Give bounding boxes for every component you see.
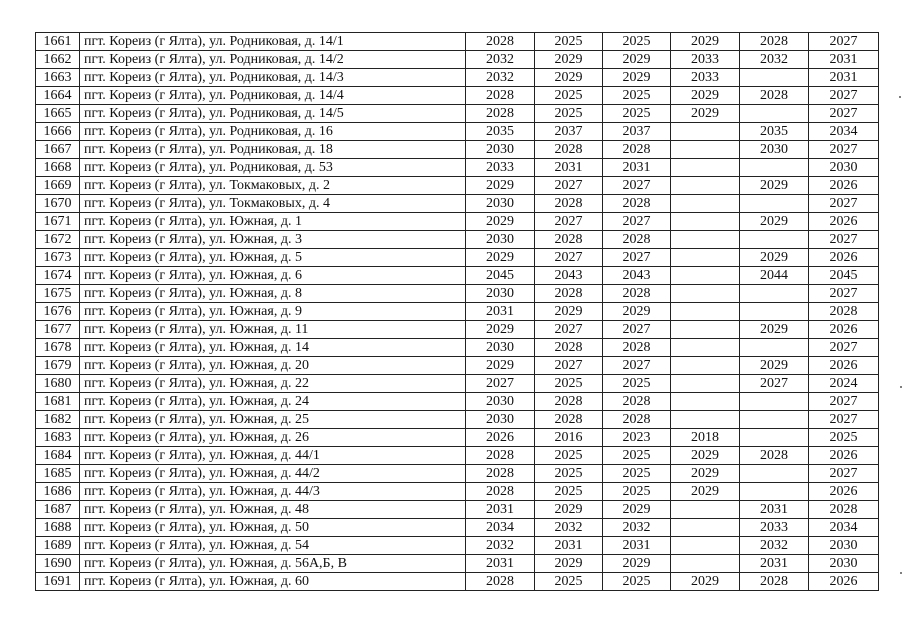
year-cell-4 <box>671 159 740 177</box>
year-cell-2: 2029 <box>535 501 603 519</box>
year-cell-1: 2032 <box>466 537 535 555</box>
year-cell-3: 2031 <box>603 537 671 555</box>
year-cell-5: 2029 <box>740 177 809 195</box>
year-cell-2: 2025 <box>535 33 603 51</box>
year-cell-1: 2045 <box>466 267 535 285</box>
row-number: 1678 <box>36 339 80 357</box>
table-row <box>36 213 879 231</box>
address-cell: пгт. Кореиз (г Ялта), ул. Родниковая, д. 53 <box>80 159 466 177</box>
row-number: 1664 <box>36 87 80 105</box>
year-cell-2: 2025 <box>535 447 603 465</box>
year-cell-4 <box>671 267 740 285</box>
year-cell-1: 2031 <box>466 555 535 573</box>
year-cell-6: 2026 <box>809 177 879 195</box>
scan-speck <box>900 386 902 388</box>
year-cell-6: 2026 <box>809 249 879 267</box>
address-cell: пгт. Кореиз (г Ялта), ул. Южная, д. 48 <box>80 501 466 519</box>
year-cell-1: 2030 <box>466 339 535 357</box>
year-cell-2: 2029 <box>535 51 603 69</box>
table-row <box>36 501 879 519</box>
year-cell-1: 2030 <box>466 285 535 303</box>
year-cell-4 <box>671 177 740 195</box>
table-row <box>36 231 879 249</box>
year-cell-5 <box>740 231 809 249</box>
year-cell-6: 2026 <box>809 483 879 501</box>
address-cell: пгт. Кореиз (г Ялта), ул. Родниковая, д. 14/1 <box>80 33 466 51</box>
row-number: 1662 <box>36 51 80 69</box>
table-row <box>36 51 879 69</box>
year-cell-4: 2018 <box>671 429 740 447</box>
year-cell-4 <box>671 123 740 141</box>
address-cell: пгт. Кореиз (г Ялта), ул. Южная, д. 22 <box>80 375 466 393</box>
year-cell-3: 2028 <box>603 141 671 159</box>
address-cell: пгт. Кореиз (г Ялта), ул. Родниковая, д. 14/3 <box>80 69 466 87</box>
table-row <box>36 537 879 555</box>
address-cell: пгт. Кореиз (г Ялта), ул. Южная, д. 6 <box>80 267 466 285</box>
table-row <box>36 429 879 447</box>
row-number: 1682 <box>36 411 80 429</box>
year-cell-5: 2030 <box>740 141 809 159</box>
year-cell-4 <box>671 195 740 213</box>
row-number: 1675 <box>36 285 80 303</box>
year-cell-6: 2034 <box>809 519 879 537</box>
year-cell-6: 2026 <box>809 321 879 339</box>
year-cell-5: 2029 <box>740 357 809 375</box>
year-cell-3: 2028 <box>603 339 671 357</box>
scan-speck <box>899 96 901 98</box>
table-row <box>36 285 879 303</box>
year-cell-1: 2028 <box>466 573 535 591</box>
row-number: 1691 <box>36 573 80 591</box>
year-cell-1: 2029 <box>466 321 535 339</box>
table-row <box>36 177 879 195</box>
year-cell-4: 2029 <box>671 33 740 51</box>
table-row <box>36 411 879 429</box>
year-cell-1: 2032 <box>466 51 535 69</box>
year-cell-5 <box>740 393 809 411</box>
year-cell-3: 2028 <box>603 195 671 213</box>
year-cell-5: 2028 <box>740 447 809 465</box>
year-cell-5 <box>740 69 809 87</box>
year-cell-1: 2035 <box>466 123 535 141</box>
row-number: 1677 <box>36 321 80 339</box>
row-number: 1661 <box>36 33 80 51</box>
year-cell-6: 2027 <box>809 87 879 105</box>
address-cell: пгт. Кореиз (г Ялта), ул. Южная, д. 11 <box>80 321 466 339</box>
row-number: 1674 <box>36 267 80 285</box>
address-cell: пгт. Кореиз (г Ялта), ул. Южная, д. 54 <box>80 537 466 555</box>
row-number: 1666 <box>36 123 80 141</box>
year-cell-6: 2030 <box>809 537 879 555</box>
year-cell-5 <box>740 429 809 447</box>
year-cell-5: 2035 <box>740 123 809 141</box>
year-cell-2: 2027 <box>535 249 603 267</box>
year-cell-1: 2028 <box>466 33 535 51</box>
year-cell-3: 2029 <box>603 69 671 87</box>
year-cell-1: 2026 <box>466 429 535 447</box>
year-cell-1: 2033 <box>466 159 535 177</box>
year-cell-1: 2029 <box>466 213 535 231</box>
row-number: 1680 <box>36 375 80 393</box>
year-cell-5: 2027 <box>740 375 809 393</box>
scan-speck <box>900 572 902 574</box>
year-cell-3: 2027 <box>603 357 671 375</box>
year-cell-5: 2028 <box>740 87 809 105</box>
year-cell-3: 2027 <box>603 321 671 339</box>
year-cell-3: 2025 <box>603 465 671 483</box>
row-number: 1688 <box>36 519 80 537</box>
row-number: 1681 <box>36 393 80 411</box>
year-cell-2: 2029 <box>535 555 603 573</box>
row-number: 1689 <box>36 537 80 555</box>
address-cell: пгт. Кореиз (г Ялта), ул. Токмаковых, д. 2 <box>80 177 466 195</box>
year-cell-6: 2027 <box>809 33 879 51</box>
table-row <box>36 303 879 321</box>
year-cell-6: 2030 <box>809 555 879 573</box>
table-row <box>36 69 879 87</box>
address-cell: пгт. Кореиз (г Ялта), ул. Южная, д. 44/2 <box>80 465 466 483</box>
year-cell-6: 2045 <box>809 267 879 285</box>
year-cell-5 <box>740 105 809 123</box>
year-cell-4 <box>671 231 740 249</box>
year-cell-4: 2029 <box>671 447 740 465</box>
year-cell-6: 2026 <box>809 357 879 375</box>
year-cell-4 <box>671 501 740 519</box>
year-cell-1: 2030 <box>466 141 535 159</box>
year-cell-2: 2025 <box>535 573 603 591</box>
row-number: 1685 <box>36 465 80 483</box>
year-cell-6: 2031 <box>809 51 879 69</box>
address-cell: пгт. Кореиз (г Ялта), ул. Южная, д. 56А,Б, В <box>80 555 466 573</box>
table-row <box>36 375 879 393</box>
table-row <box>36 267 879 285</box>
year-cell-4 <box>671 357 740 375</box>
year-cell-2: 2025 <box>535 375 603 393</box>
year-cell-6: 2026 <box>809 213 879 231</box>
year-cell-2: 2028 <box>535 339 603 357</box>
year-cell-4 <box>671 303 740 321</box>
year-cell-2: 2027 <box>535 321 603 339</box>
year-cell-4 <box>671 519 740 537</box>
year-cell-5: 2029 <box>740 321 809 339</box>
year-cell-3: 2043 <box>603 267 671 285</box>
row-number: 1673 <box>36 249 80 267</box>
table-row <box>36 519 879 537</box>
year-cell-5 <box>740 339 809 357</box>
year-cell-3: 2028 <box>603 411 671 429</box>
year-cell-4: 2029 <box>671 105 740 123</box>
year-cell-3: 2037 <box>603 123 671 141</box>
year-cell-5 <box>740 195 809 213</box>
address-cell: пгт. Кореиз (г Ялта), ул. Родниковая, д. 18 <box>80 141 466 159</box>
year-cell-1: 2030 <box>466 393 535 411</box>
year-cell-6: 2028 <box>809 303 879 321</box>
year-cell-6: 2030 <box>809 159 879 177</box>
address-cell: пгт. Кореиз (г Ялта), ул. Южная, д. 1 <box>80 213 466 231</box>
address-cell: пгт. Кореиз (г Ялта), ул. Южная, д. 60 <box>80 573 466 591</box>
year-cell-2: 2025 <box>535 105 603 123</box>
table-row <box>36 33 879 51</box>
year-cell-3: 2029 <box>603 51 671 69</box>
year-cell-1: 2028 <box>466 465 535 483</box>
year-cell-4: 2029 <box>671 483 740 501</box>
address-cell: пгт. Кореиз (г Ялта), ул. Родниковая, д. 16 <box>80 123 466 141</box>
year-cell-3: 2027 <box>603 213 671 231</box>
year-cell-4 <box>671 555 740 573</box>
year-cell-6: 2028 <box>809 501 879 519</box>
table-row <box>36 141 879 159</box>
address-cell: пгт. Кореиз (г Ялта), ул. Родниковая, д. 14/4 <box>80 87 466 105</box>
table-row <box>36 483 879 501</box>
year-cell-2: 2032 <box>535 519 603 537</box>
year-cell-3: 2025 <box>603 573 671 591</box>
year-cell-4 <box>671 213 740 231</box>
year-cell-5: 2029 <box>740 213 809 231</box>
year-cell-4 <box>671 285 740 303</box>
year-cell-5 <box>740 483 809 501</box>
year-cell-1: 2029 <box>466 357 535 375</box>
row-number: 1670 <box>36 195 80 213</box>
table-row <box>36 357 879 375</box>
year-cell-5: 2032 <box>740 537 809 555</box>
year-cell-5: 2031 <box>740 501 809 519</box>
year-cell-1: 2034 <box>466 519 535 537</box>
address-cell: пгт. Кореиз (г Ялта), ул. Южная, д. 24 <box>80 393 466 411</box>
year-cell-3: 2025 <box>603 33 671 51</box>
table-row <box>36 573 879 591</box>
year-cell-6: 2027 <box>809 393 879 411</box>
year-cell-1: 2028 <box>466 87 535 105</box>
year-cell-2: 2027 <box>535 177 603 195</box>
year-cell-1: 2028 <box>466 105 535 123</box>
address-cell: пгт. Кореиз (г Ялта), ул. Южная, д. 3 <box>80 231 466 249</box>
year-cell-2: 2028 <box>535 285 603 303</box>
year-cell-6: 2027 <box>809 195 879 213</box>
address-cell: пгт. Кореиз (г Ялта), ул. Южная, д. 14 <box>80 339 466 357</box>
row-number: 1690 <box>36 555 80 573</box>
row-number: 1667 <box>36 141 80 159</box>
year-cell-1: 2028 <box>466 483 535 501</box>
year-cell-5 <box>740 285 809 303</box>
table-row <box>36 249 879 267</box>
year-cell-6: 2025 <box>809 429 879 447</box>
year-cell-3: 2031 <box>603 159 671 177</box>
year-cell-2: 2031 <box>535 537 603 555</box>
year-cell-2: 2025 <box>535 87 603 105</box>
year-cell-5: 2031 <box>740 555 809 573</box>
year-cell-5 <box>740 411 809 429</box>
table-row <box>36 123 879 141</box>
year-cell-3: 2027 <box>603 249 671 267</box>
year-cell-2: 2043 <box>535 267 603 285</box>
year-cell-6: 2026 <box>809 447 879 465</box>
year-cell-3: 2025 <box>603 105 671 123</box>
table-row <box>36 393 879 411</box>
year-cell-6: 2027 <box>809 231 879 249</box>
year-cell-5 <box>740 303 809 321</box>
table-body <box>36 33 879 591</box>
year-cell-4 <box>671 141 740 159</box>
year-cell-5: 2044 <box>740 267 809 285</box>
year-cell-3: 2029 <box>603 555 671 573</box>
row-number: 1665 <box>36 105 80 123</box>
year-cell-4: 2033 <box>671 51 740 69</box>
table-row <box>36 105 879 123</box>
year-cell-1: 2028 <box>466 447 535 465</box>
year-cell-6: 2027 <box>809 105 879 123</box>
address-cell: пгт. Кореиз (г Ялта), ул. Южная, д. 50 <box>80 519 466 537</box>
address-cell: пгт. Кореиз (г Ялта), ул. Южная, д. 5 <box>80 249 466 267</box>
year-cell-2: 2031 <box>535 159 603 177</box>
year-cell-2: 2029 <box>535 69 603 87</box>
table-row <box>36 447 879 465</box>
year-cell-4: 2029 <box>671 573 740 591</box>
year-cell-1: 2031 <box>466 501 535 519</box>
year-cell-6: 2027 <box>809 339 879 357</box>
year-cell-4 <box>671 411 740 429</box>
row-number: 1686 <box>36 483 80 501</box>
year-cell-2: 2025 <box>535 483 603 501</box>
year-cell-1: 2032 <box>466 69 535 87</box>
row-number: 1679 <box>36 357 80 375</box>
year-cell-5 <box>740 159 809 177</box>
address-cell: пгт. Кореиз (г Ялта), ул. Южная, д. 25 <box>80 411 466 429</box>
year-cell-6: 2027 <box>809 141 879 159</box>
row-number: 1663 <box>36 69 80 87</box>
year-cell-6: 2031 <box>809 69 879 87</box>
year-cell-3: 2027 <box>603 177 671 195</box>
row-number: 1683 <box>36 429 80 447</box>
year-cell-6: 2024 <box>809 375 879 393</box>
table-row <box>36 195 879 213</box>
year-cell-6: 2027 <box>809 285 879 303</box>
year-cell-4 <box>671 339 740 357</box>
row-number: 1668 <box>36 159 80 177</box>
year-cell-4: 2033 <box>671 69 740 87</box>
year-cell-1: 2030 <box>466 411 535 429</box>
table-row <box>36 339 879 357</box>
year-cell-4 <box>671 249 740 267</box>
year-cell-3: 2028 <box>603 231 671 249</box>
year-cell-5: 2028 <box>740 573 809 591</box>
year-cell-3: 2032 <box>603 519 671 537</box>
year-cell-3: 2029 <box>603 501 671 519</box>
address-cell: пгт. Кореиз (г Ялта), ул. Южная, д. 26 <box>80 429 466 447</box>
year-cell-3: 2029 <box>603 303 671 321</box>
table-row <box>36 465 879 483</box>
table-row <box>36 321 879 339</box>
year-cell-4 <box>671 321 740 339</box>
year-cell-2: 2028 <box>535 231 603 249</box>
year-cell-1: 2030 <box>466 195 535 213</box>
row-number: 1687 <box>36 501 80 519</box>
year-cell-1: 2031 <box>466 303 535 321</box>
table-row <box>36 159 879 177</box>
address-cell: пгт. Кореиз (г Ялта), ул. Родниковая, д. 14/5 <box>80 105 466 123</box>
year-cell-4 <box>671 375 740 393</box>
year-cell-2: 2028 <box>535 393 603 411</box>
year-cell-5: 2032 <box>740 51 809 69</box>
address-cell: пгт. Кореиз (г Ялта), ул. Южная, д. 20 <box>80 357 466 375</box>
year-cell-3: 2025 <box>603 447 671 465</box>
year-cell-2: 2016 <box>535 429 603 447</box>
year-cell-1: 2029 <box>466 177 535 195</box>
year-cell-1: 2029 <box>466 249 535 267</box>
year-cell-2: 2025 <box>535 465 603 483</box>
year-cell-4 <box>671 393 740 411</box>
year-cell-4: 2029 <box>671 87 740 105</box>
row-number: 1671 <box>36 213 80 231</box>
address-cell: пгт. Кореиз (г Ялта), ул. Родниковая, д. 14/2 <box>80 51 466 69</box>
year-cell-3: 2025 <box>603 483 671 501</box>
year-cell-2: 2037 <box>535 123 603 141</box>
address-cell: пгт. Кореиз (г Ялта), ул. Южная, д. 44/3 <box>80 483 466 501</box>
year-cell-6: 2026 <box>809 573 879 591</box>
address-cell: пгт. Кореиз (г Ялта), ул. Южная, д. 9 <box>80 303 466 321</box>
year-cell-4: 2029 <box>671 465 740 483</box>
table-row <box>36 87 879 105</box>
year-cell-3: 2028 <box>603 393 671 411</box>
year-cell-2: 2028 <box>535 195 603 213</box>
year-cell-5: 2029 <box>740 249 809 267</box>
year-cell-5: 2028 <box>740 33 809 51</box>
year-cell-2: 2027 <box>535 357 603 375</box>
row-number: 1684 <box>36 447 80 465</box>
year-cell-6: 2034 <box>809 123 879 141</box>
year-cell-3: 2025 <box>603 87 671 105</box>
year-cell-6: 2027 <box>809 411 879 429</box>
schedule-table <box>35 32 879 591</box>
year-cell-4 <box>671 537 740 555</box>
row-number: 1669 <box>36 177 80 195</box>
year-cell-1: 2030 <box>466 231 535 249</box>
address-cell: пгт. Кореиз (г Ялта), ул. Южная, д. 8 <box>80 285 466 303</box>
address-cell: пгт. Кореиз (г Ялта), ул. Токмаковых, д. 4 <box>80 195 466 213</box>
year-cell-3: 2028 <box>603 285 671 303</box>
year-cell-2: 2029 <box>535 303 603 321</box>
row-number: 1676 <box>36 303 80 321</box>
year-cell-2: 2028 <box>535 411 603 429</box>
year-cell-2: 2028 <box>535 141 603 159</box>
year-cell-3: 2025 <box>603 375 671 393</box>
row-number: 1672 <box>36 231 80 249</box>
year-cell-5 <box>740 465 809 483</box>
year-cell-1: 2027 <box>466 375 535 393</box>
year-cell-3: 2023 <box>603 429 671 447</box>
year-cell-2: 2027 <box>535 213 603 231</box>
table-row <box>36 555 879 573</box>
year-cell-5: 2033 <box>740 519 809 537</box>
address-cell: пгт. Кореиз (г Ялта), ул. Южная, д. 44/1 <box>80 447 466 465</box>
year-cell-6: 2027 <box>809 465 879 483</box>
